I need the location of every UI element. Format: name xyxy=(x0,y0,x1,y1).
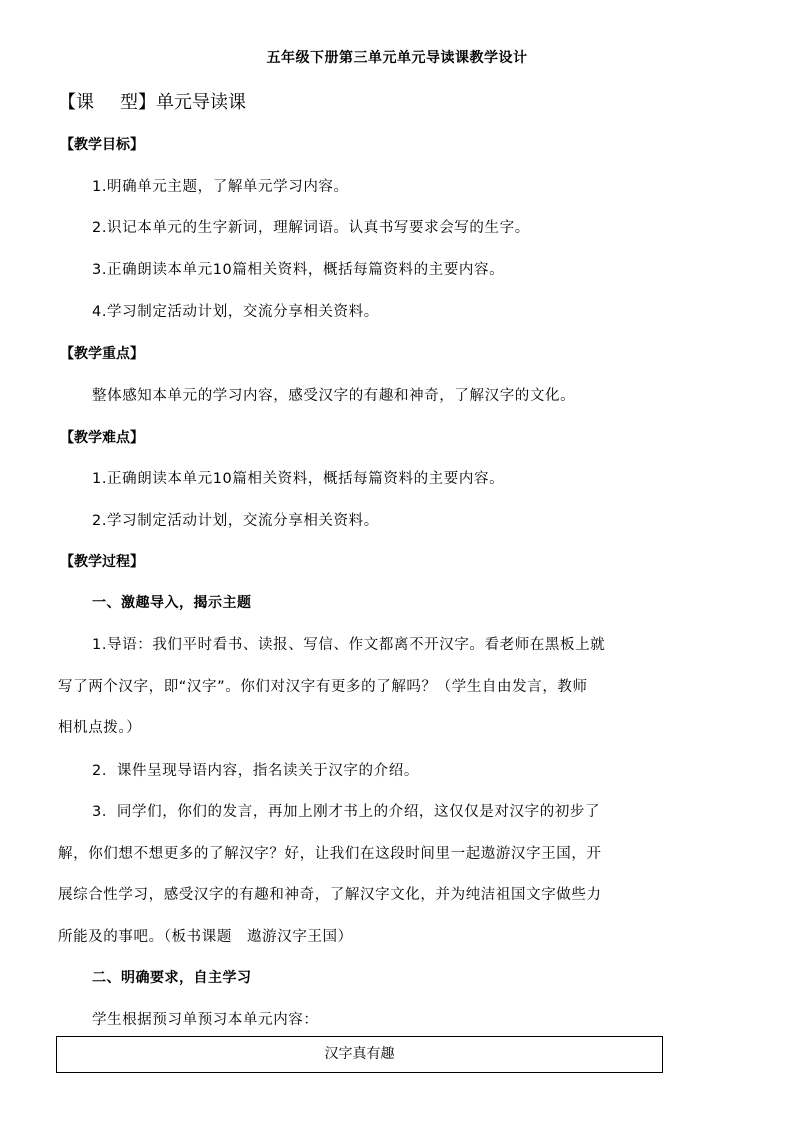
key-points-heading: 【教学重点】 xyxy=(60,346,144,362)
lesson-type-label-char-1: 课 xyxy=(76,92,94,113)
process-p1-line2: 写了两个汉字，即“汉字”。你们对汉字有更多的了解吗？（学生自由发言，教师 xyxy=(58,679,588,695)
process-heading: 【教学过程】 xyxy=(60,554,144,570)
document-title: 五年级下册第三单元单元导读课教学设计 xyxy=(266,50,528,66)
process-p3-line1: 3．同学们，你们的发言，再加上刚才书上的介绍，这仅仅是对汉字的初步了 xyxy=(92,804,601,820)
process-p3-line3: 展综合性学习，感受汉字的有趣和神奇，了解汉字文化，并为纯洁祖国文字做些力 xyxy=(58,887,602,903)
lesson-type-value: 单元导读课 xyxy=(156,92,246,113)
difficulty-item-2: 2.学习制定活动计划，交流分享相关资料。 xyxy=(92,513,379,529)
preview-table xyxy=(56,1036,663,1073)
lesson-type-open-bracket: 【 xyxy=(58,92,76,113)
objective-item-4: 4.学习制定活动计划，交流分享相关资料。 xyxy=(92,304,379,320)
difficulty-item-1: 1.正确朗读本单元10篇相关资料，概括每篇资料的主要内容。 xyxy=(92,471,505,487)
process-p1-line3: 相机点拨。） xyxy=(58,720,142,736)
process-p3-line4: 所能及的事吧。（板书课题 遨游汉字王国） xyxy=(58,929,353,945)
key-points-text: 整体感知本单元的学习内容，感受汉字的有趣和神奇，了解汉字的文化。 xyxy=(92,388,576,404)
process-p3-line2: 解，你们想不想更多的了解汉字？好，让我们在这段时间里一起遨游汉字王国，开 xyxy=(58,846,602,862)
lesson-type-close-bracket: 】 xyxy=(138,92,156,113)
difficulties-heading: 【教学难点】 xyxy=(60,430,144,446)
process-p2: 2．课件呈现导语内容，指名读关于汉字的介绍。 xyxy=(92,763,419,779)
objective-item-1: 1.明确单元主题，了解单元学习内容。 xyxy=(92,179,349,195)
process-p1-line1: 1.导语：我们平时看书、读报、写信、作文都离不开汉字。看老师在黑板上就 xyxy=(92,637,606,653)
lesson-type-label-char-2: 型 xyxy=(120,92,138,113)
objective-item-2: 2.识记本单元的生字新词，理解词语。认真书写要求会写的生字。 xyxy=(92,220,530,236)
lesson-type-line xyxy=(58,88,246,114)
objective-item-3: 3.正确朗读本单元10篇相关资料，概括每篇资料的主要内容。 xyxy=(92,262,505,278)
preview-table-title: 汉字真有趣 xyxy=(324,1046,395,1062)
process-part2-heading: 二、明确要求，自主学习 xyxy=(92,970,252,986)
objectives-heading: 【教学目标】 xyxy=(60,137,144,153)
process-part1-heading: 一、激趣导入，揭示主题 xyxy=(92,595,252,611)
process-part2-intro: 学生根据预习单预习本单元内容： xyxy=(92,1012,319,1028)
